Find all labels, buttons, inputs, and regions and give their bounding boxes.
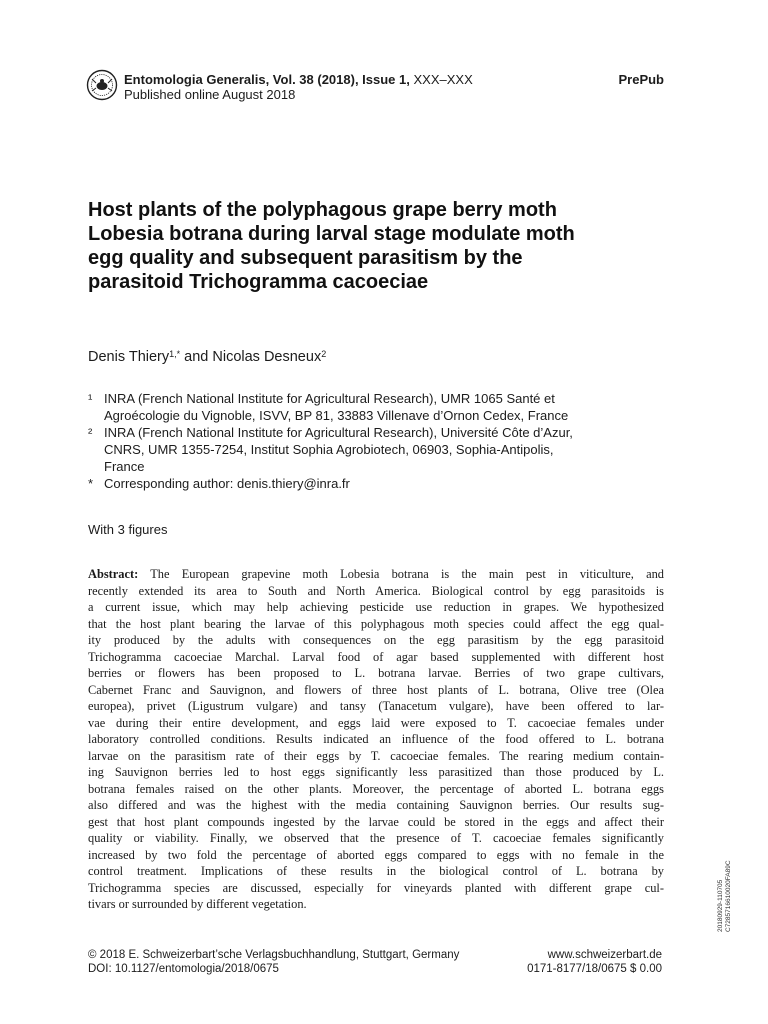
- journal-logo-icon: [86, 69, 118, 101]
- abstract-line: also differed and was the highest with the media containing Sauvignon berries. Our results sug-: [88, 798, 664, 812]
- title-line: Host plants of the polyphagous grape berry moth: [88, 199, 557, 221]
- abstract-line: ing Sauvignon berries led to host eggs significantly less parasitized than those produced by L.: [88, 765, 664, 779]
- affiliation-mark: *: [88, 476, 94, 491]
- abstract-line: Trichogramma species are discussed, especially for vineyards planted with different grape cul-: [88, 880, 664, 895]
- affiliations: [88, 390, 688, 492]
- abstract-line: tivars or surrounded by different vegetation.: [88, 897, 307, 911]
- author-list: [88, 345, 326, 366]
- affiliation-line: INRA (French National Institute for Agricultural Research), UMR 1065 Santé et: [104, 391, 555, 406]
- journal-name: Entomologia Generalis, Vol. 38 (2018), Issue 1,: [124, 72, 410, 87]
- author-affiliation-marks: 2: [321, 349, 327, 359]
- abstract-line: gest that host plant compounds ingested by the larvae could be stored in the eggs and affect their: [88, 814, 664, 829]
- abstract-label: Abstract:: [88, 567, 139, 581]
- author-connector: and: [180, 349, 213, 365]
- article-title: [88, 198, 688, 294]
- abstract-line: botrana females raised on the other plants. Moreover, the percentage of aborted L. botrana eggs: [88, 781, 664, 796]
- abstract-line: quality or viability. Finally, we observed that the presence of T. cacoeciae females significantly: [88, 831, 664, 845]
- corresponding-author: [88, 475, 688, 492]
- title-line: egg quality and subsequent parasitism by the: [88, 247, 523, 269]
- abstract: [88, 566, 664, 913]
- corresponding-author-email[interactable]: Corresponding author: denis.thiery@inra.fr: [104, 476, 350, 491]
- abstract-line: that the host plant bearing the larvae of this polyphagous moth species could affect the egg qual-: [88, 616, 664, 631]
- affiliation-line: CNRS, UMR 1355-7254, Institut Sophia Agrobiotech, 06903, Sophia-Antipolis,: [104, 442, 554, 457]
- affiliation-line: Agroécologie du Vignoble, ISVV, BP 81, 33883 Villenave d’Ornon Cedex, France: [104, 408, 569, 423]
- author-name: Denis Thiery: [88, 349, 170, 365]
- issn-price: 0171-8177/18/0675 $ 0.00: [527, 963, 662, 975]
- prepub-label: PrePub: [618, 72, 664, 87]
- abstract-line: larvae on the parasitism rate of their eggs by T. cacoeciae females. The rearing medium contain-: [88, 748, 664, 763]
- abstract-line: berries or flowers has been proposed to L. botrana larvae. Berries of two grape cultivars,: [88, 666, 664, 680]
- abstract-line: europea), privet (Ligustrum vulgare) and tansy (Tanacetum vulgare), have been offered to lar-: [88, 699, 664, 713]
- abstract-line: a current issue, which may help achieving pesticide use reduction in grapes. We hypothesized: [88, 600, 664, 614]
- abstract-line: recently extended its area to South and North America. Biological control by egg parasitoids is: [88, 583, 664, 598]
- abstract-line: Abstract: The European grapevine moth Lobesia botrana is the main pest in viticulture, and: [88, 567, 664, 581]
- publisher-website[interactable]: www.schweizerbart.de: [547, 949, 662, 961]
- title-line: parasitoid Trichogramma cacoeciae: [88, 271, 429, 293]
- affiliation-line: INRA (French National Institute for Agricultural Research), Université Côte d’Azur,: [104, 425, 573, 440]
- affiliation-mark: ²: [88, 425, 93, 440]
- figures-note: With 3 figures: [88, 522, 168, 537]
- abstract-line: ity produced by the adults with consequences on the egg parasitism by the egg parasitoid: [88, 633, 664, 647]
- affiliation-mark: ¹: [88, 391, 93, 406]
- abstract-line: vae during their entire development, and eggs laid were exposed to T. cacoeciae females under: [88, 715, 664, 730]
- journal-citation: [124, 72, 473, 88]
- affiliation-1: [88, 390, 688, 424]
- abstract-line: Trichogramma cacoeciae Marchal. Larval food of agar based supplemented with different host: [88, 649, 664, 664]
- author-name: Nicolas Desneux: [212, 349, 322, 365]
- abstract-line: laboratory controlled conditions. Results indicated an influence of the food offered to L. botrana: [88, 732, 664, 746]
- page-range: XXX–XXX: [409, 72, 473, 87]
- download-stamp-line: C7285716610020FA89C: [725, 860, 732, 932]
- copyright-notice: © 2018 E. Schweizerbart’sche Verlagsbuchhandlung, Stuttgart, Germany: [88, 949, 460, 961]
- download-stamp-line: 20180929-110705: [717, 879, 724, 932]
- author-affiliation-marks: 1,*: [169, 349, 181, 359]
- title-line: Lobesia botrana during larval stage modulate moth: [88, 223, 575, 245]
- abstract-line: increased by two fold the percentage of aborted eggs compared to eggs with no female in the: [88, 847, 664, 862]
- publication-date: Published online August 2018: [124, 87, 296, 102]
- abstract-line: Cabernet Franc and Sauvignon, and flowers of three host plants of L. botrana, Olive tree (Olea: [88, 682, 664, 697]
- affiliation-line: France: [104, 459, 145, 474]
- doi[interactable]: DOI: 10.1127/entomologia/2018/0675: [88, 963, 279, 975]
- affiliation-2: [88, 424, 688, 475]
- abstract-line: control treatment. Implications of these results in the biological control of L. botrana by: [88, 864, 664, 878]
